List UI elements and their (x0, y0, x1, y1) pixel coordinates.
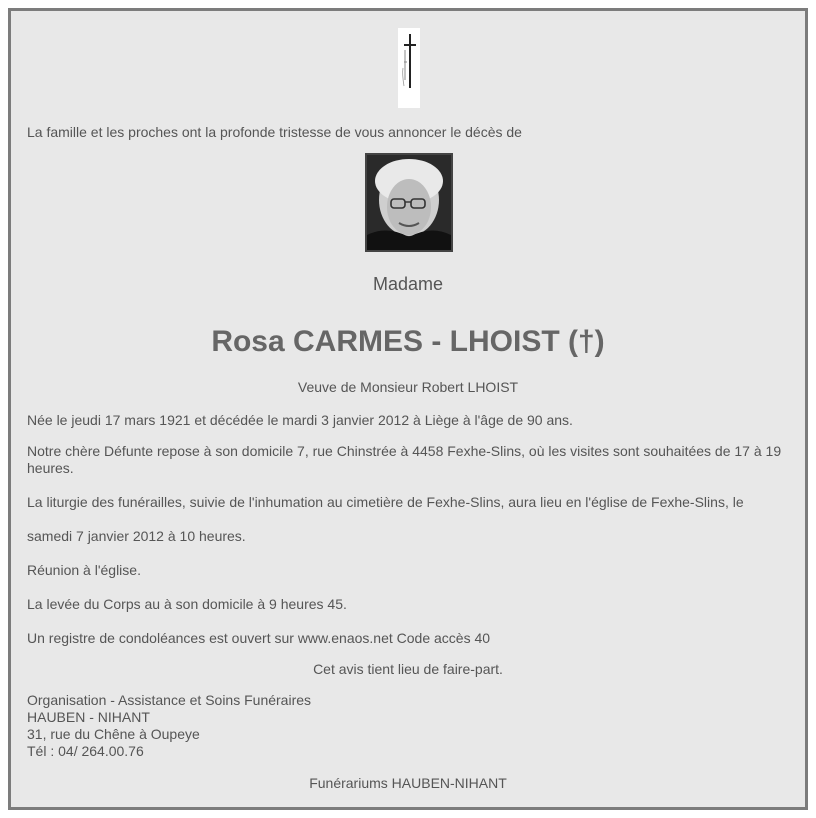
widow-of: Veuve de Monsieur Robert LHOIST (297, 379, 519, 395)
notice-text: Cet avis tient lieu de faire-part. (313, 661, 503, 677)
org-line-1: Organisation - Assistance et Soins Funéraires (27, 692, 312, 708)
obituary-card (8, 8, 808, 810)
org-line-3: 31, rue du Chêne à Oupeye (27, 726, 200, 742)
organisation-block (27, 692, 311, 760)
meeting-text: Réunion à l'église. (27, 562, 141, 578)
liturgy-text: La liturgie des funérailles, suivie de l'inhumation au cimetière de Fexhe-Slins, aura lieu en l'église de Fexhe-Slins, le (27, 494, 744, 510)
liturgy-date: samedi 7 janvier 2012 à 10 heures. (27, 528, 246, 544)
register-text: Un registre de condoléances est ouvert sur www.enaos.net Code accès 40 (27, 630, 491, 646)
org-line-2: HAUBEN - NIHANT (27, 709, 150, 725)
portrait-photo (365, 153, 453, 252)
birth-death-text: Née le jeudi 17 mars 1921 et décédée le mardi 3 janvier 2012 à Liège à l'âge de 90 ans. (27, 412, 573, 428)
body-removal-text: La levée du Corps au à son domicile à 9 heures 45. (27, 596, 347, 612)
deceased-name: Rosa CARMES - LHOIST (†) (211, 325, 605, 358)
cross-icon (398, 28, 420, 108)
intro-text: La famille et les proches ont la profonde tristesse de vous annoncer le décès de (27, 124, 522, 140)
org-line-4: Tél : 04/ 264.00.76 (27, 743, 144, 759)
footer-text: Funérariums HAUBEN-NIHANT (309, 775, 507, 791)
rest-text: Notre chère Défunte repose à son domicile 7, rue Chinstrée à 4458 Fexhe-Slins, où les visites sont souhaitées de 17 à 19 heures. (27, 443, 782, 476)
title-prefix: Madame (372, 274, 444, 294)
